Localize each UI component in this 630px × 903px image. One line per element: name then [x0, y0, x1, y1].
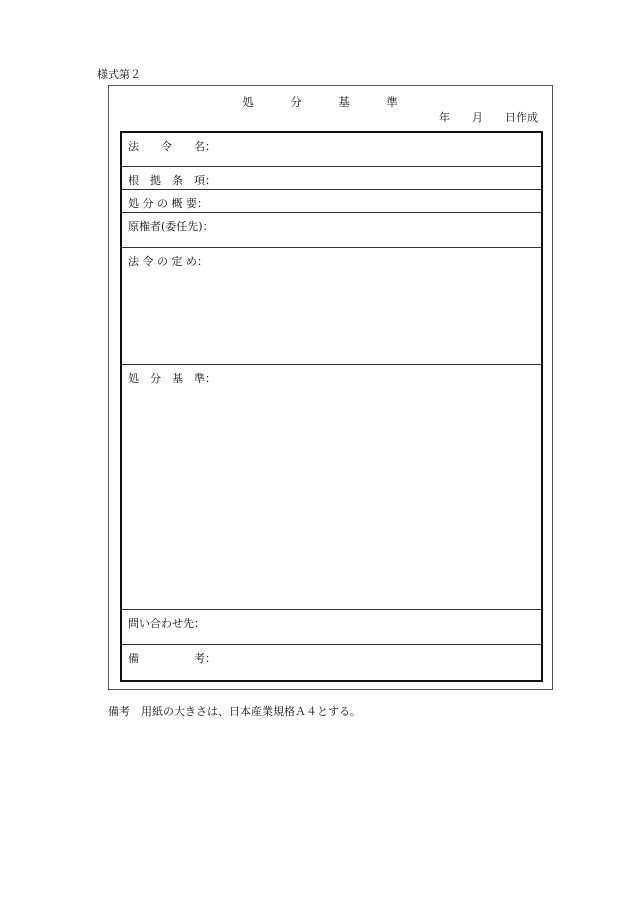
footnote: 備考 用紙の大きさは、日本産業規格Ａ４とする。: [108, 705, 361, 718]
row-remarks: [122, 645, 541, 680]
row-label: 問い合わせ先：: [128, 617, 205, 630]
title-char: 分: [290, 95, 304, 109]
title-char: 基: [338, 95, 352, 109]
row-label: 原権者(委任先)：: [128, 220, 214, 233]
date-year: 年: [439, 111, 450, 124]
row-contact: [122, 610, 541, 645]
row-authority-holder: [122, 213, 541, 248]
row-label: 処 分 の 概 要：: [128, 197, 208, 210]
row-law-provision: [122, 248, 541, 365]
row-law-name: [122, 133, 541, 167]
form-number-label: 様式第２: [97, 68, 141, 81]
row-label: 法 令 の 定 め：: [128, 255, 208, 268]
row-label: 備 考：: [128, 652, 216, 665]
row-label: 法 令 名：: [128, 140, 216, 153]
row-legal-basis: [122, 167, 541, 190]
row-disposition-summary: [122, 190, 541, 213]
form-outer-frame: [108, 85, 553, 690]
title-char: 準: [386, 95, 400, 109]
date-day-created: 日作成: [505, 111, 538, 124]
row-label: 処 分 基 準：: [128, 372, 216, 385]
row-disposition-criteria: [122, 365, 541, 610]
title-char: 処: [242, 95, 256, 109]
form-table: [120, 131, 543, 682]
creation-date: [439, 109, 538, 125]
form-title: [221, 94, 421, 110]
row-label: 根 拠 条 項：: [128, 174, 216, 187]
date-month: 月: [472, 111, 483, 124]
